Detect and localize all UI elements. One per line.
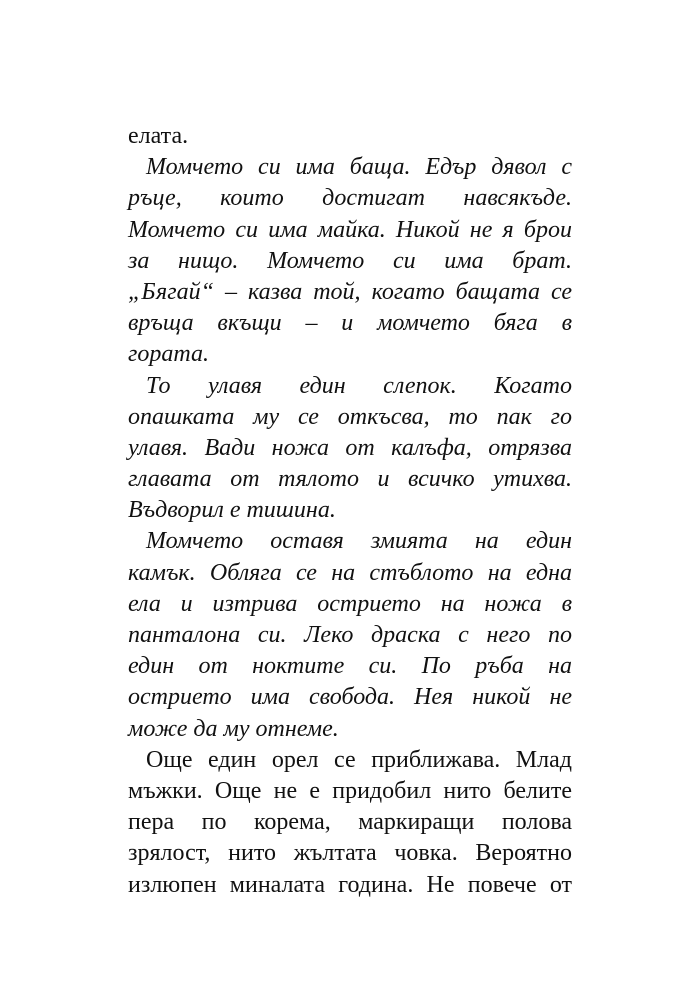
text-line: елата.	[128, 123, 189, 149]
text-line: „Бягай“ – казва той, когато бащата се	[128, 278, 572, 305]
text-line: главата от тялото и всичко утихва.	[128, 466, 572, 493]
text-line: един от ноктите си. По ръба на	[128, 653, 572, 680]
text-line: мъжки. Още не е придобил нито белите	[128, 777, 572, 804]
text-line: То улавя един слепок. Когато	[146, 372, 572, 399]
text-line: Още един орел се приближава. Млад	[146, 746, 572, 773]
text-line: Момчето си има майка. Никой не я брои	[128, 216, 572, 243]
text-line: Момчето оставя змията на един	[146, 528, 572, 555]
text-line: ръце, които достигат навсякъде.	[128, 185, 572, 212]
text-line: пера по корема, маркиращи полова	[128, 809, 572, 836]
text-line: Момчето си има баща. Едър дявол с	[146, 154, 572, 181]
text-line: улавя. Вади ножа от калъфа, отрязва	[128, 434, 572, 461]
text-line: може да му отнеме.	[128, 715, 339, 742]
text-line: гората.	[128, 341, 209, 368]
text-line: панталона си. Леко драска с него по	[128, 622, 572, 648]
text-line: ела и изтрива острието на ножа в	[128, 590, 572, 617]
body-text	[128, 121, 572, 901]
text-line: острието има свобода. Нея никой не	[128, 684, 572, 711]
text-line: опашката му се откъсва, то пак го	[128, 403, 572, 430]
text-line: за нищо. Момчето си има брат.	[128, 247, 572, 274]
text-line: зрялост, нито жълтата човка. Вероятно	[128, 840, 572, 867]
text-line: излюпен миналата година. Не повече от	[128, 871, 572, 898]
text-line: Въдворил е тишина.	[128, 497, 336, 524]
text-line: връща вкъщи – и момчето бяга в	[128, 310, 572, 337]
text-line: камък. Обляга се на стъблото на една	[128, 559, 572, 586]
